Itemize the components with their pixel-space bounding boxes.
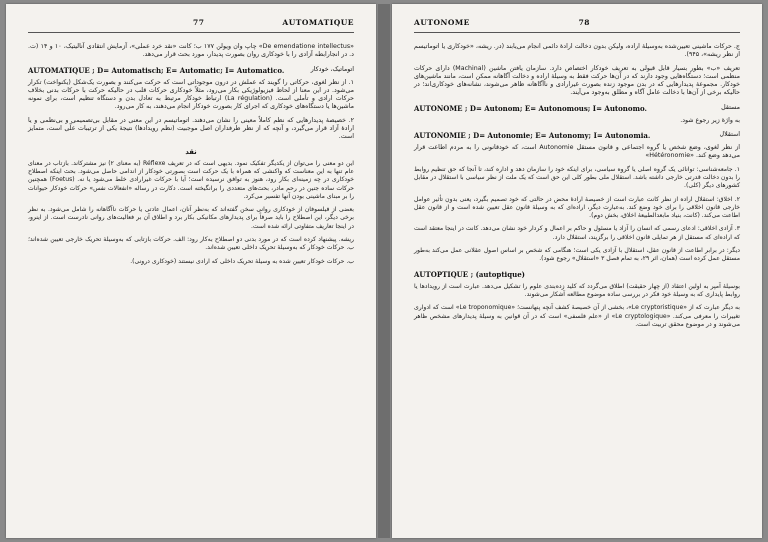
automatique-def-2: ۲. خصیصهٔ پدیدارهایی که نظم کاملاً معینی را نشان می‌دهند. اتوماتیسم در این معنی در مقابل بی‌تصمیمی و بی‌نظمی و یا ارادهٔ آزاد قرار می‌گیرد، و آنچه که از نظر طرفداران اصل موجبیت (نظم رویدادها) نتیجهٔ یکی از ترتیبات علّی است، متمایز است.: [28, 116, 354, 141]
left-page-number: 77: [193, 18, 205, 27]
critique-paragraph-4: ب. حرکات خودکار تعیین شده به وسیلهٔ تحریک داخلی که ارادی نیستند (خودکاری درونی).: [130, 257, 354, 265]
right-page-header: [414, 16, 740, 33]
critique-heading: نقد: [185, 147, 197, 156]
left-page: [6, 4, 376, 538]
entry-autonomie-fa: استقلال: [719, 131, 740, 139]
autoptique-paragraph-1: بوسیلهٔ آمپر به اولین اعتقاد (از چهار حقیقت) اطلاق می‌گردد که کلید زده‌بندی علوم را تشکیل می‌دهد. عبارت است از رویدادها یا روابط پایداری که به وسیلهٔ خود فکر در بررسی ساده موضوع مطالعه آشکار می‌شوند.: [414, 282, 740, 298]
autonomie-paragraph-2: ۱. جامعه‌شناسی: توانائی یک گروه اصلی یا گروه سیاسی، برای اینکه خود را سازمان دهد و اداره کند، تا آنجا که حق تنظیم روابط را بدون دخالت قدرتی خارجی داشته باشد. استقلال ملی بطور کلی این حق است که یک ملت از نظر سیاسی با استقلال در مقابل کشورهای دیگر (کلی).: [414, 165, 740, 190]
right-definition-paragraph: تعریف «ب» بطور بسیار قابل قبولی به تعریف خودکار اختصاص دارد. سازمان یافتن ماشین (Machinal) دارای حرکات منظمی است؛ دستگاه‌هایی وجود دارند که در آن‌ها حرکت فقط به وسیلهٔ اراده و دخالت آگاهانه ممکن است، مانند ماشین‌های خودکار. مجموعهٔ پدیدارهایی که در بدن موجود زنده بصورت غیرارادی و ناآگاهانه ظاهر می‌شوند، نشانه‌های خودکاری‌اند؛ در حالیکه برخی از آن‌ها با دخالت عامل آگاه و مطلق به‌وجود می‌آیند.: [414, 64, 740, 97]
entry-autonome: [414, 104, 740, 113]
critique-paragraph-1: این دو معنی را می‌توان از یکدیگر تفکیک نمود. بدیهی است که در تعریف Réflexe (به معنای ۲) نیز مشترکاند. بازتاب در معنای عام تنها به این معناست که واکنشی که همراه با یک حرکت است بصورتی خودکار از اندامی حاصل می‌شود. بحث اینکه اصطلاح خودکاری در چه زمینه‌ای بکار رود، هنوز به توافق نرسیده است؛ آیا با حرکات غیرارادی خلط می‌شود یا نه. (Foetus) همچنین حرکات ساده جنین در رحم مادر، بحث‌های متعددی را برانگیخته است. دکارت در رساله «انفعالات نفس» حرکات خودکار حیوانات را بر مبنای ماشینی بودن آنها تفسیر می‌کرد.: [28, 159, 354, 200]
right-header-word: AUTONOME: [414, 18, 470, 27]
entry-autonomie-head: AUTONOMIE ; D= Autonomie; E= Autonomy; I= Autonomia.: [414, 131, 651, 141]
entry-autoptique-head: AUTOPTIQUE ; (autoptique): [414, 269, 525, 279]
autonome-note: به واژهٔ زیر رجوع شود.: [680, 116, 740, 124]
entry-automatique-head: AUTOMATIQUE ; D= Automatisch; E= Automatic; I= Automatico.: [28, 65, 285, 75]
right-page-number: 78: [578, 18, 590, 27]
entry-automatique-fa: اتوماتیک، خودکار: [310, 65, 354, 73]
entry-autoptique: [414, 270, 740, 279]
automatique-def-1: ۱. از نظر لغوی، حرکاتی را گویند که عملش در درون موجوداتی است که حرکت می‌کنند و بصورت یک‌شکل (یکنواخت) تکرار می‌شود. در این معنا از لحاظ فیزیولوژیکی بکار می‌رود، مثلاً خودکاری حرکات قلب در حالیکه حرکت با حرکات بدنی بخلاف حرکات ارادی و تأملی است. (La régulation) ارتباط خودکار مرتبط به تعادل بدن و دستگاه تنظیم است، برای نمونه ماشین‌ها یا دستگاه‌های خودکاری که اجرای کار بصورت خودکار انجام می‌دهند، به کار می‌رود.: [28, 78, 354, 111]
autonomie-paragraph-3: ۲. اخلاق: استقلال اراده از نظر کانت عبارت است از خصیصهٔ ارادهٔ محض در حالتی که خود تصمیم بگیرد، یعنی بدون تأثیر عوامل خارجی قانون اخلاقی را برای خود وضع کند. به‌عبارت دیگر، اراده‌ای که به وسیلهٔ قانون عقل تعیین شده است و از قانون عقل اطاعت می‌کند. (کانت، بنیاد مابعدالطبیعهٔ اخلاق، بخش دوم).: [414, 195, 740, 220]
critique-paragraph-3: ریشه. پیشنهاد کرده است که در مورد بدنی دو اصطلاح به‌کار رود: الف. حرکات بازتابی که به‌وسیلهٔ تحریک خارجی تعیین شده‌اند؛ ب. حرکات خودکار که به‌وسیلهٔ تحریک داخلی تعیین شده‌اند.: [28, 236, 354, 252]
right-page: [392, 4, 762, 538]
right-intro-paragraph: ج. حرکات ماشینی تعیین‌شده به‌وسیلهٔ اراده، ولیکن بدون دخالت ارادهٔ دائمی انجام می‌یابند (در. ریشه، «خودکاری یا اتوماتیسم از نظر ریشه»، ۹۴۵).: [414, 43, 740, 59]
book-gutter: [378, 4, 390, 538]
autonomie-paragraph-4: ۳. آزادی اخلاقی: ادعای رسمی که انسان را آزاد یا مسئول و حاکم بر اعمال و کردار خود نشان می‌دهد. کانت در اینجا معتقد است که اراده‌ای که مستقل از هر تمایلی قانون اخلاقی را برگزیند، استقلال دارد.: [414, 225, 740, 241]
left-page-header: [28, 16, 354, 33]
autonomie-paragraph-5: دیگر: در برابر اطاعت از قانون عقل، استقلال با آزادی یکی است؛ هنگامی که شخص بر اساس اصول عقلانی عمل می‌کند به‌طور مستقل عمل کرده است (همان، اثر ۲۹، به تمام فصل ۳ «استقلال» رجوع شود).: [414, 247, 740, 263]
autonomie-paragraph-1: از نظر لغوی، وضع شخص یا گروه اجتماعی و قانون مستقل Autonomie است، که خودقانونی را به مردم اطاعت قرار می‌دهد وضع کند. «Hétéronomie»: [414, 144, 740, 160]
left-intro-paragraph: «De emendatione intellectus» چاپ وان ویولن ۱۷۷ ب؛ کانت «نقد خرد عملی»، آزمایش انتقادی آنالیتیک، ۱۰ و ۱۴ (ت. د. در انجارابطه آزادی را با خودکاری روان بصورت پدیدار، مورد بحث قرار می‌دهد.: [28, 43, 354, 59]
left-header-word: AUTOMATIQUE: [282, 18, 354, 27]
critique-paragraph-2: بعضی از فیلسوفان از خودکاری روانی سخن گفته‌اند که به‌نظر آنان، اعمال عادتی یا حرکات ناآگاهانه را شامل می‌شود. به نظر برخی دیگر، این اصطلاح را باید صرفاً برای پدیدارهای مکانیکی بکار برد و اطلاق آن بر فعالیت‌های روانی نادرست است. از اینرو، در اینجا تعاریف متفاوتی ارائه شده است.: [28, 206, 354, 230]
entry-autonome-head: AUTONOME ; D= Autonom; E= Autonomous; I= Autonomo.: [414, 103, 647, 113]
entry-automatique: [28, 66, 354, 75]
autoptique-paragraph-2: به دیگر عبارت که از «Le cryptoristique»، بخشی از آن خصیصهٔ کشف آنچه پنهانست؛ «Le troponomique» است که ادواری تغییرات را معرفی می‌کند. «Le cryptologique» از «علم فلسفی» است که در آن قوانین به وسیلهٔ پدیدارهای مشخص ظاهر می‌شوند و در موضوع محقق تربیت است.: [414, 304, 740, 328]
entry-autonomie: [414, 131, 740, 140]
entry-autonome-fa: مستقل: [721, 103, 740, 111]
